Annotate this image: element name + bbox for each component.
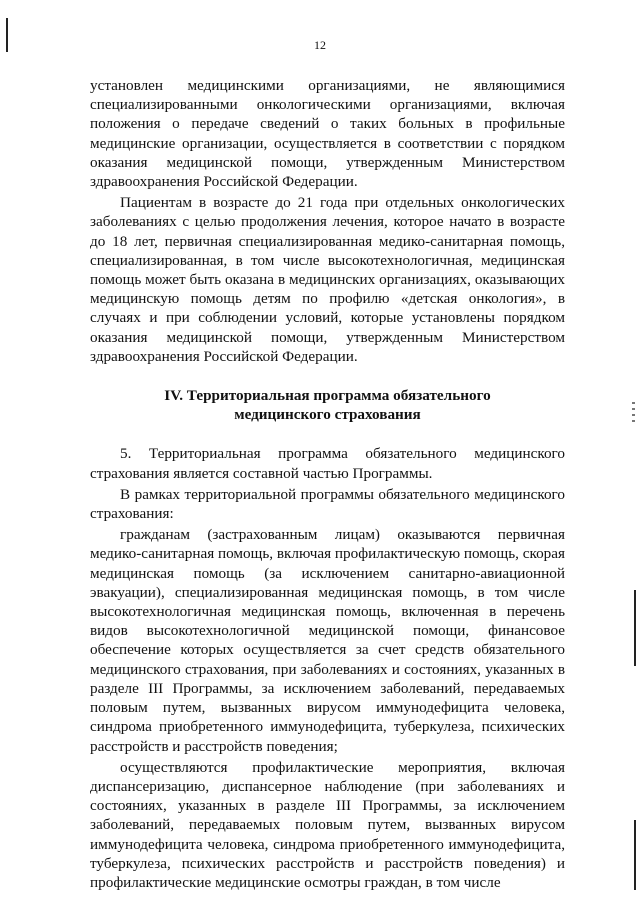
paragraph: гражданам (застрахованным лицам) оказываются первичная медико-санитарная помощь, включая профилактическую помощь, скорая медицинская помощь (за исключением санитарно-авиационной эвакуации), специализированная медицинская помощь, в том числе высокотехнологичная медицинская помощь, включенная в перечень видов высокотехнологичной медицинской помощи, финансовое обеспечение которых осуществляется за счет средств обязательного медицинского страхования, при заболеваниях и состояниях, указанных в разделе III Программы, за исключением заболеваний, передаваемых половым путем, вызванных вирусом иммунодефицита человека, синдрома приобретенного иммунодефицита, туберкулеза, психических расстройств и расстройств поведения; — [90, 526, 565, 755]
paragraph: В рамках территориальной программы обязательного медицинского страхования: — [90, 485, 565, 523]
section-heading-line: медицинского страхования — [234, 406, 421, 424]
paragraph: осуществляются профилактические мероприятия, включая диспансеризацию, диспансерное наблюдение (при заболеваниях и состояниях, указанных в разделе III Программы, за исключением заболеваний, передаваемых половым путем, вызванных вирусом иммунодефицита человека, синдрома приобретенного иммунодефицита, туберкулеза, психических расстройств и расстройств поведения) и профилактические медицинские осмотры граждан, в том числе — [90, 758, 565, 891]
scan-artifact — [632, 402, 635, 426]
section-heading — [90, 386, 565, 424]
page-number: 12 — [314, 38, 326, 52]
document-body — [90, 76, 565, 892]
scan-edge-mark — [634, 820, 636, 890]
paragraph: 5. Территориальная программа обязательного медицинского страхования является составной частью Программы. — [90, 445, 565, 482]
paragraph: Пациентам в возрасте до 21 года при отдельных онкологических заболеваниях с целью продолжения лечения, которое начато в возрасте до 18 лет, первичная специализированная медико-санитарная помощь, специализированная, в том числе высокотехнологичная, медицинская помощь может быть оказана в медицинских организациях, оказывающих медицинскую помощь детям по профилю «детская онкология», в случаях и при соблюдении условий, которые установлены порядком оказания медицинской помощи, утвержденным Министерством здравоохранения Российской Федерации. — [90, 194, 565, 365]
scan-edge-mark — [634, 590, 636, 666]
paragraph: установлен медицинскими организациями, не являющимися специализированными онкологическими организациями, включая положения о передаче сведений о таких больных в профильные медицинские организации, осуществляется в соответствии с порядком оказания медицинской помощи, утвержденным Министерством здравоохранения Российской Федерации. — [90, 77, 565, 191]
section-heading-line: IV. Территориальная программа обязательного — [164, 387, 491, 405]
